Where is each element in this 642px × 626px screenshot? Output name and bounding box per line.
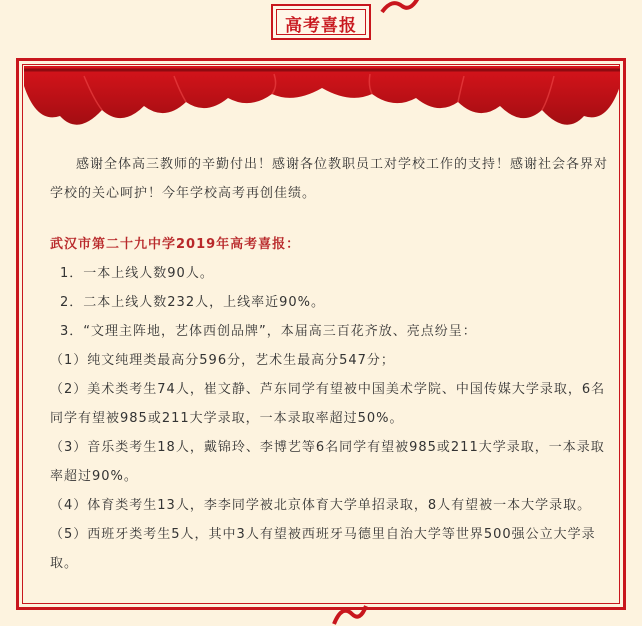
list-item: （5）西班牙类考生5人，其中3人有望被西班牙马德里自治大学等世界500强公立大学录取。: [50, 527, 596, 571]
announcement-heading: 武汉市第二十九中学2019年高考喜报：: [50, 237, 301, 252]
curtain-decoration: [24, 66, 620, 136]
list-item: （3）音乐类考生18人，戴锦玲、李博艺等6名同学有望被985或211大学录取，一本录取率超过90%。: [50, 440, 605, 484]
article-content: [50, 150, 610, 578]
list-item: 1．一本上线人数90人。: [60, 266, 214, 281]
list-item: 3．“文理主阵地，艺体西创品牌”，本届高三百花齐放、亮点纷呈：: [60, 324, 477, 339]
list-item: 2．二本上线人数232人，上线率近90%。: [60, 295, 325, 310]
list-item: （1）纯文纯理类最高分596分，艺术生最高分547分；: [50, 353, 395, 368]
title-badge: [271, 4, 371, 40]
list-item: （4）体育类考生13人，李李同学被北京体育大学单招录取，8人有望被一本大学录取。: [50, 498, 592, 513]
ribbon-decoration: [380, 0, 420, 20]
ribbon-decoration: [330, 600, 370, 626]
page-title: 高考喜报: [285, 16, 357, 36]
list-item: （2）美术类考生74人，崔文静、芦东同学有望被中国美术学院、中国传媒大学录取，6名同学有望被985或211大学录取，一本录取率超过50%。: [50, 382, 606, 426]
intro-paragraph: 感谢全体高三教师的辛勤付出！感谢各位教职员工对学校工作的支持！感谢社会各界对学校的关心呵护！今年学校高考再创佳绩。: [50, 157, 609, 201]
